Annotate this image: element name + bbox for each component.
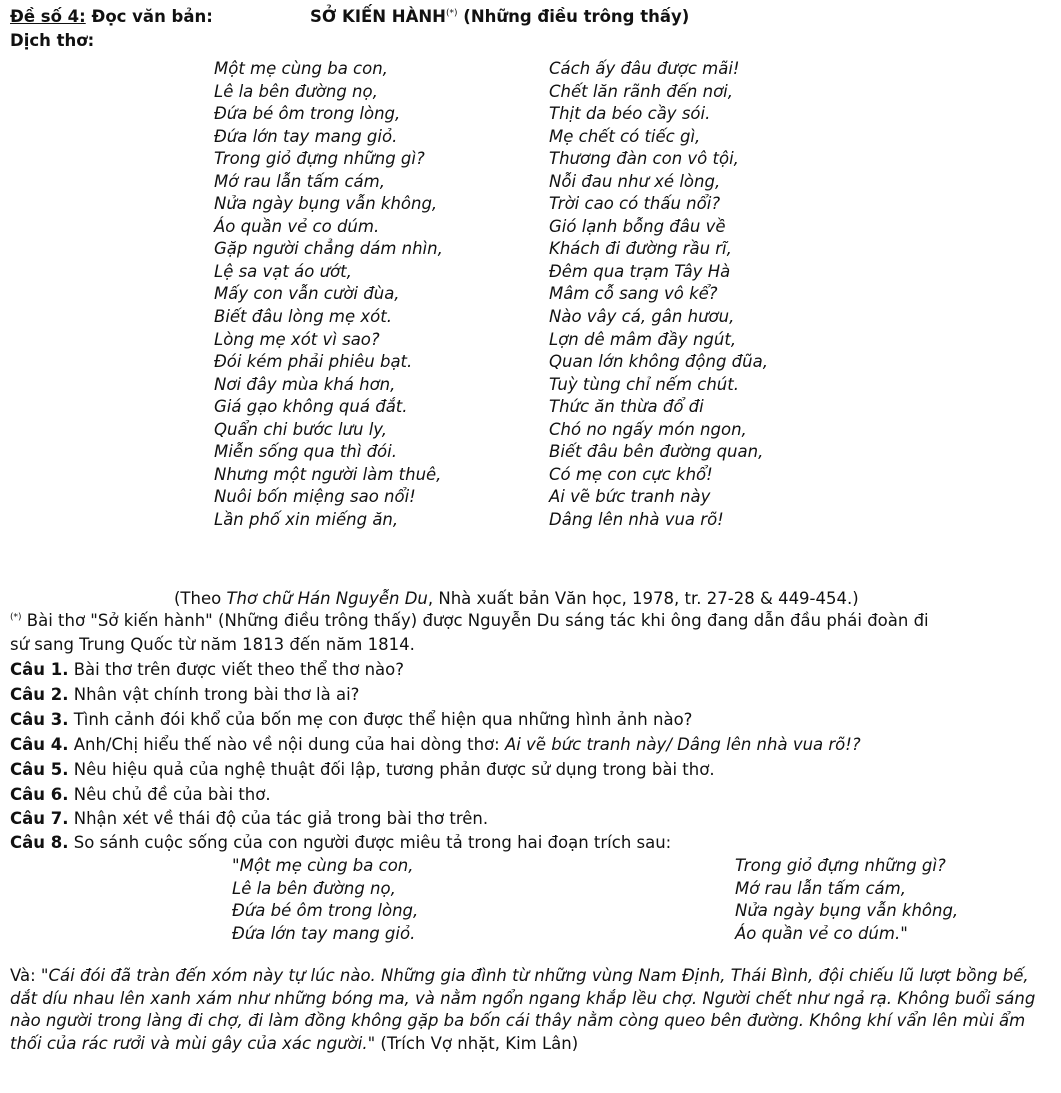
question-label: Câu 4. [10, 735, 69, 754]
excerpt-left-column [232, 855, 418, 945]
title-footnote-mark: (*) [446, 8, 458, 19]
poem-line: Chó no ngấy món ngon, [549, 419, 747, 439]
excerpt-line: Đứa bé ôm trong lòng, [232, 901, 419, 920]
poem-line: Một mẹ cùng ba con, [214, 59, 388, 78]
poem-line: Cách ấy đâu được mãi! [549, 59, 740, 78]
footnote-line-1 [10, 610, 929, 632]
poem-line: Đêm qua trạm Tây Hà [549, 261, 731, 281]
question-text: Anh/Chị hiểu thế nào về nội dung của hai dòng thơ: [68, 735, 505, 754]
question-3 [10, 709, 692, 731]
poem-line: Mớ rau lẫn tấm cám, [214, 171, 385, 191]
poem-line: Gặp người chẳng dám nhìn, [214, 239, 443, 259]
question-label: Câu 6. [10, 785, 69, 804]
question-label: Câu 7. [10, 809, 69, 828]
question-label: Câu 2. [10, 685, 69, 704]
question-5 [10, 759, 715, 781]
question-1 [10, 659, 404, 681]
poem-line: Có mẹ con cực khổ! [549, 464, 713, 484]
poem-line: Quan lớn không động đũa, [549, 352, 768, 372]
excerpt-line: Áo quần vẻ co dúm." [735, 923, 908, 943]
question-label: Câu 5. [10, 760, 69, 779]
poem-line: Dâng lên nhà vua rõ! [549, 509, 724, 529]
poem-line: Lòng mẹ xót vì sao? [214, 329, 380, 349]
exam-label: Đề số 4: [10, 7, 86, 26]
excerpt-line: Đứa lớn tay mang giỏ. [232, 923, 416, 943]
question-text: Nhận xét về thái độ của tác giả trong bài thơ trên. [68, 809, 489, 828]
poem-line: Giá gạo không quá đắt. [214, 397, 408, 417]
poem-line: Thương đàn con vô tội, [549, 149, 739, 169]
prose-citation: (Trích Vợ nhặt, Kim Lân) [375, 1033, 579, 1053]
poem-line: Mấy con vẫn cười đùa, [214, 284, 400, 304]
poem-line: Biết đâu lòng mẹ xót. [214, 307, 392, 327]
source-book-title: Thơ chữ Hán Nguyễn Du [226, 589, 428, 608]
poem-line: Lần phố xin miếng ăn, [214, 509, 399, 529]
poem-line: Miễn sống qua thì đói. [214, 442, 397, 462]
poem-line: Đói kém phải phiêu bạt. [214, 352, 413, 372]
poem-line: Đứa lớn tay mang giỏ. [214, 126, 398, 146]
question-label: Câu 1. [10, 660, 69, 679]
poem-line: Chết lăn rãnh đến nơi, [549, 81, 734, 101]
footnote-line-2: sứ sang Trung Quốc từ năm 1813 đến năm 1814. [10, 635, 415, 654]
poem-title-line [310, 6, 689, 28]
prose-excerpt [10, 965, 1050, 1055]
poem-line: Trời cao có thấu nổi? [549, 194, 721, 214]
poem-title: SỞ KIẾN HÀNH [310, 7, 446, 26]
poem-line: Tuỳ tùng chỉ nếm chút. [549, 374, 739, 394]
excerpt-line: Mớ rau lẫn tấm cám, [735, 878, 906, 898]
footnote-text: Bài thơ "Sở kiến hành" (Những điều trông thấy) được Nguyễn Du sáng tác khi ông đang dẫn đầu phái đoàn đi [21, 611, 929, 630]
excerpt-line: Nửa ngày bụng vẫn không, [735, 901, 959, 920]
poem-right-column [549, 58, 768, 531]
question-text: So sánh cuộc sống của con người được miêu tả trong hai đoạn trích sau: [68, 833, 672, 852]
excerpt-line: Lê la bên đường nọ, [232, 878, 396, 898]
question-2 [10, 684, 359, 706]
poem-line: Nửa ngày bụng vẫn không, [214, 194, 438, 214]
poem-line: Mâm cỗ sang vô kể? [549, 284, 718, 304]
question-text: Nêu hiệu quả của nghệ thuật đối lập, tương phản được sử dụng trong bài thơ. [68, 760, 715, 779]
poem-line: Áo quần vẻ co dúm. [214, 216, 380, 236]
instruction-text: Đọc văn bản: [85, 7, 213, 26]
question-8 [10, 832, 671, 854]
question-text: Bài thơ trên được viết theo thể thơ nào? [68, 660, 404, 679]
question-6 [10, 784, 271, 806]
poem-line: Nuôi bốn miệng sao nổi! [214, 487, 416, 507]
prose-lead: Và: [10, 966, 41, 985]
poem-line: Ai vẽ bức tranh này [549, 487, 711, 507]
question-text: Nhân vật chính trong bài thơ là ai? [68, 685, 360, 704]
excerpt-right-column [735, 855, 958, 945]
poem-line: Lê la bên đường nọ, [214, 81, 378, 101]
question-7 [10, 808, 488, 830]
header-line [10, 6, 213, 28]
poem-line: Lệ sa vạt áo ướt, [214, 261, 352, 281]
excerpt-line: "Một mẹ cùng ba con, [232, 856, 414, 875]
question-label: Câu 8. [10, 833, 69, 852]
poem-line: Nào vây cá, gân hươu, [549, 307, 735, 327]
poem-line: Thịt da béo cầy sói. [549, 104, 711, 124]
poem-line: Nhưng một người làm thuê, [214, 464, 442, 484]
poem-line: Khách đi đường rầu rĩ, [549, 239, 732, 259]
translation-label: Dịch thơ: [10, 31, 95, 50]
source-citation [174, 588, 859, 610]
poem-subtitle: (Những điều trông thấy) [457, 7, 690, 26]
excerpt-line: Trong giỏ đựng những gì? [735, 856, 946, 875]
poem-line: Lợn dê mâm đầy ngút, [549, 329, 737, 349]
poem-line: Thức ăn thừa đổ đi [549, 397, 704, 417]
question-4 [10, 734, 861, 756]
prose-text: "Cái đói đã tràn đến xóm này tự lúc nào. Những gia đình từ những vùng Nam Định, Thái Bình, đội chiếu lũ lượt bồng bế, dắt díu nhau lên xanh xám như những bóng ma, và nằm ngổn ngang khắp lều chợ. Người chết như ngả rạ. Không buổi sáng nào người trong làng đi chợ, đi làm đồng không gặp ba bốn cái thây nằm còng queo bên đường. Không khí vẩn lên mùi ẩm thối của rác rưởi và mùi gây của xác người." [10, 966, 1036, 1053]
source-suffix: , Nhà xuất bản Văn học, 1978, tr. 27-28 & 449-454.) [427, 589, 859, 608]
poem-left-column [214, 58, 443, 531]
poem-line: Nơi đây mùa khá hơn, [214, 374, 396, 394]
question-quote: Ai vẽ bức tranh này/ Dâng lên nhà vua rõ!? [504, 735, 861, 754]
poem-line: Gió lạnh bỗng đâu về [549, 216, 726, 236]
poem-line: Quẩn chi bước lưu ly, [214, 419, 388, 439]
question-text: Nêu chủ đề của bài thơ. [68, 785, 271, 804]
poem-line: Biết đâu bên đường quan, [549, 442, 764, 462]
footnote-mark: (*) [10, 612, 22, 623]
poem-line: Trong giỏ đựng những gì? [214, 149, 425, 169]
poem-line: Mẹ chết có tiếc gì, [549, 126, 701, 146]
question-text: Tình cảnh đói khổ của bốn mẹ con được thể hiện qua những hình ảnh nào? [68, 710, 693, 729]
source-prefix: (Theo [174, 589, 227, 608]
question-label: Câu 3. [10, 710, 69, 729]
poem-line: Nỗi đau như xé lòng, [549, 171, 721, 191]
poem-line: Đứa bé ôm trong lòng, [214, 104, 401, 124]
